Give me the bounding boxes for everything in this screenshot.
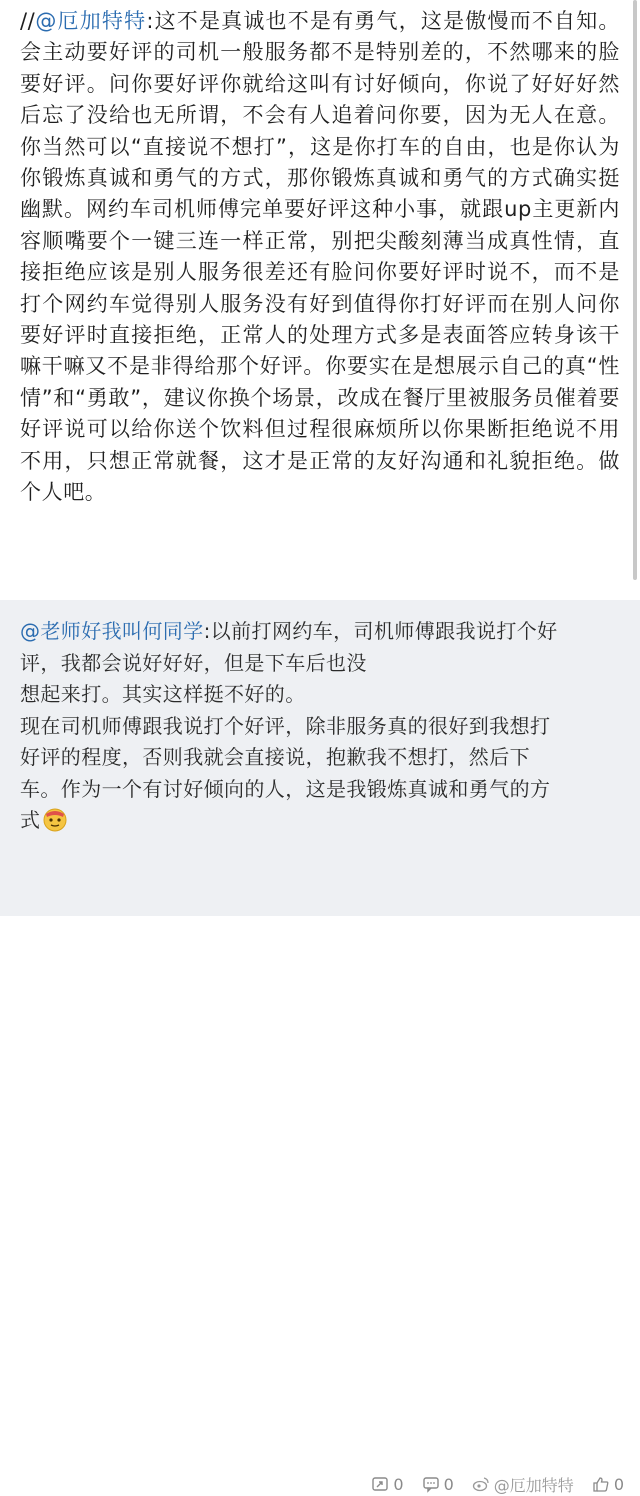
scrollbar[interactable] (633, 0, 637, 580)
repost-count: 0 (393, 1474, 404, 1494)
reply-body (20, 6, 620, 509)
quoted-line: 想起来打。其实这样挺不好的。 (20, 682, 306, 706)
comment-icon (422, 1475, 440, 1493)
comment-button[interactable] (422, 1475, 454, 1494)
quoted-line: @老师好我叫何同学:以前打网约车，司机师傅跟我说打个好 (20, 619, 558, 643)
weibo-watermark (472, 1473, 574, 1496)
thumbs-up-icon (592, 1475, 610, 1493)
quoted-post-body (20, 616, 620, 837)
weibo-logo-icon (472, 1475, 490, 1493)
comment-count: 0 (443, 1474, 454, 1494)
reply-content: :这不是真诚也不是有勇气，这是傲慢而不自知。会主动要好评的司机一般服务都不是特别差的，不然哪来的脸要好评。问你要好评你就给这叫有讨好倾向，你说了好好好然后忘了没给也无所谓，不会有人追着问你要，因为无人在意。你当然可以“直接说不想打”，这是你打车的自由，也是你认为你锻炼真诚和勇气的方式，那你锻炼真诚和勇气的方式确实挺幽默。网约车司机师傅完单要好评这种小事，就跟up主更新内容顺嘴要个一键三连一样正常，别把尖酸刻薄当成真性情，直接拒绝应该是别人服务很差还有脸问你要好评时说不，而不是打个网约车觉得别人服务没有好到值得你打好评而在别人问你要好评时直接拒绝，正常人的处理方式多是表面答应转身该干嘛干嘛又不是非得给那个好评。你要实在是想展示自己的真“性情”和“勇敢”，建议你换个场景，改成在餐厅里被服务员催着要好评说可以给你送个饮料但过程很麻烦所以你果断拒绝说不用不用，只想正常就餐，这才是正常的友好沟通和礼貌拒绝。做个人吧。 (20, 9, 621, 505)
quoted-line: 车。作为一个有讨好倾向的人，这是我锻炼真诚和勇气的方 (20, 776, 551, 801)
quoted-line: 式 (20, 805, 620, 837)
quoted-line: 评，我都会说好好好，但是下车后也没 (20, 650, 367, 675)
quoted-original-post[interactable] (0, 600, 640, 1495)
like-count: 0 (613, 1474, 624, 1494)
quoted-line: 好评的程度，否则我就会直接说，抱歉我不想打，然后下 (20, 745, 530, 769)
repost-slashes: // (20, 9, 36, 33)
quoted-line: 现在司机师傅跟我说打个好评，除非服务真的很好到我想打 (20, 713, 551, 738)
doge-emoji-icon (42, 806, 68, 832)
repost-button[interactable] (371, 1475, 403, 1494)
repost-icon (371, 1475, 389, 1493)
quote-mention-link[interactable]: @老师好我叫何同学 (20, 619, 204, 643)
post-actions-bar (371, 1472, 624, 1496)
like-button[interactable] (592, 1475, 624, 1494)
watermark-text: @厄加特特 (493, 1475, 574, 1495)
reply-mention-link[interactable]: @厄加特特 (35, 9, 147, 33)
reply-comment (0, 0, 640, 600)
